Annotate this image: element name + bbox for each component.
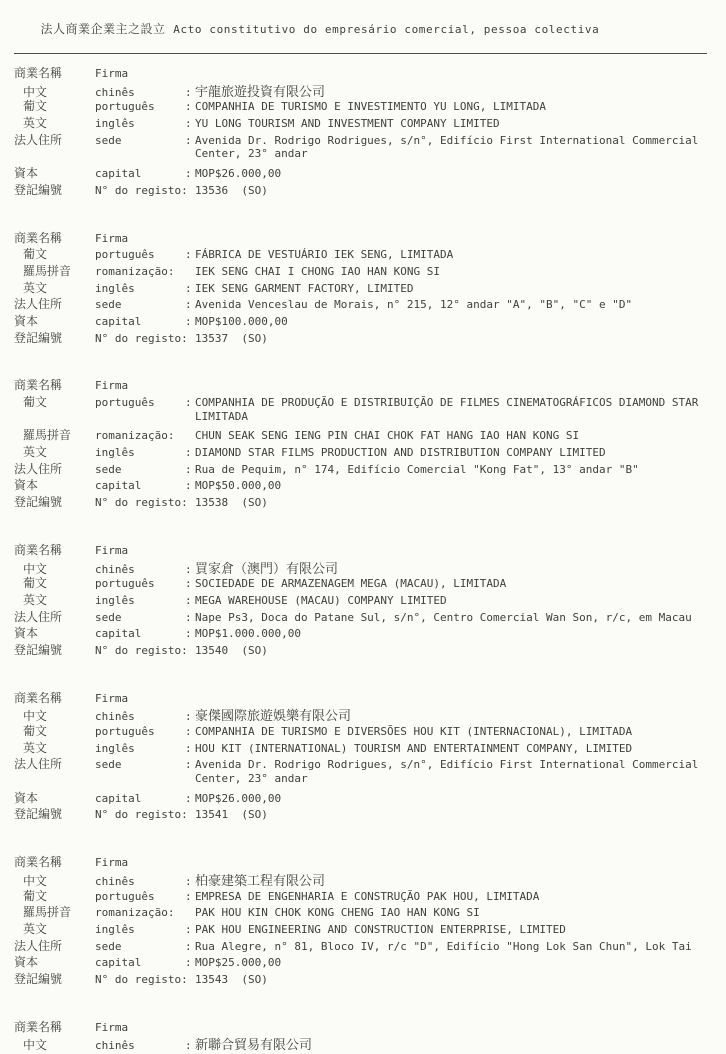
field-label-chinese: 葡文 (23, 395, 48, 409)
field-colon: : (185, 396, 192, 409)
field-row (14, 410, 716, 427)
field-row (14, 131, 716, 148)
field-label-portuguese: Firma (95, 543, 129, 557)
field-row (14, 722, 716, 739)
field-label-chinese: 中文 (23, 1038, 48, 1053)
field-label-portuguese: capital (95, 479, 142, 493)
field-value: Nape Ps3, Doca do Patane Sul, s/n°, Centro Comercial Wan Son, r/c, em Macau (195, 610, 692, 624)
field-row (14, 329, 716, 346)
field-colon: : (185, 100, 192, 114)
field-label-chinese: 登記編號 (14, 182, 63, 197)
field-colon: : (185, 562, 192, 576)
field-label-portuguese: romanização: (95, 429, 175, 443)
field-label-chinese: 資本 (14, 313, 39, 328)
field-label-portuguese: Firma (95, 67, 129, 80)
page-title (14, 7, 707, 54)
field-row (14, 937, 716, 954)
field-label-chinese: 英文 (23, 445, 48, 460)
field-row (14, 887, 716, 904)
field-row (14, 789, 716, 806)
field-label-chinese: 葡文 (23, 888, 48, 903)
page-title-chinese: 法人商業企業主之設立 (40, 22, 174, 36)
field-label-portuguese: sede (95, 462, 122, 476)
field-label-chinese: 法人住所 (14, 938, 63, 953)
field-row (14, 476, 716, 493)
field-colon: : (185, 627, 192, 641)
field-value: COMPANHIA DE PRODUÇÃO E DISTRIBUIÇÃO DE FILMES CINEMATOGRÁFICOS DIAMOND STAR (195, 396, 699, 409)
field-row (14, 870, 716, 887)
field-colon: : (185, 758, 192, 772)
field-row (14, 376, 716, 393)
field-label-chinese: 登記編號 (14, 971, 63, 986)
field-label-chinese: 中文 (23, 709, 48, 724)
field-label-portuguese: inglês (95, 922, 135, 936)
field-row (14, 229, 716, 246)
field-label-chinese: 中文 (23, 561, 48, 576)
field-label-portuguese: N° do registo: (95, 808, 188, 822)
field-row (14, 312, 716, 329)
field-label-portuguese: chinês (95, 710, 135, 724)
field-label-portuguese: N° do registo: (95, 496, 188, 510)
field-colon: : (185, 462, 192, 476)
field-colon: : (185, 610, 192, 624)
field-value: SOCIEDADE DE ARMAZENAGEM MEGA (MACAU), LIMITADA (195, 577, 507, 591)
field-row (14, 1034, 716, 1054)
field-value: Rua de Pequim, n° 174, Edifício Comercial "Kong Fat", 13° andar "B" (195, 462, 639, 476)
field-label-portuguese: português (95, 248, 155, 262)
field-label-chinese: 資本 (14, 790, 39, 805)
field-value: MOP$26.000,00 (195, 167, 282, 181)
field-label-portuguese: capital (95, 627, 142, 641)
field-value: 宇龍旅遊投資有限公司 (195, 84, 326, 100)
page-title-portuguese: Acto constitutivo do empresário comercial, pessoa colectiva (173, 23, 600, 36)
field-label-portuguese: capital (95, 314, 142, 328)
field-value: IEK SENG CHAI I CHONG IAO HAN KONG SI (195, 264, 441, 278)
field-colon: : (185, 791, 192, 805)
field-value: COMPANHIA DE TURISMO E INVESTIMENTO YU LONG, LIMITADA (195, 100, 546, 114)
field-row (14, 97, 716, 114)
field-row (14, 624, 716, 641)
field-label-chinese: 羅馬拼音 (23, 905, 72, 920)
field-value: YU LONG TOURISM AND INVESTMENT COMPANY LIMITED (195, 117, 500, 131)
field-label-portuguese: inglês (95, 117, 135, 131)
field-colon: : (185, 741, 192, 755)
field-row (14, 262, 716, 279)
field-label-chinese: 商業名稱 (14, 230, 63, 245)
field-label-chinese: 法人住所 (14, 609, 63, 624)
field-row (14, 705, 716, 725)
field-value: MEGA WAREHOUSE (MACAU) COMPANY LIMITED (195, 593, 447, 607)
field-label-portuguese: português (95, 725, 155, 738)
field-label-chinese: 資本 (14, 478, 39, 493)
field-value: MOP$1.000.000,00 (195, 627, 301, 641)
field-colon: : (185, 889, 192, 903)
field-label-chinese: 法人住所 (14, 132, 63, 147)
field-label-chinese: 登記編號 (14, 495, 63, 510)
field-label-portuguese: chinês (95, 1039, 135, 1053)
business-registration-entry (14, 376, 716, 510)
field-value: 柏豪建築工程有限公司 (195, 873, 326, 889)
field-colon: : (185, 922, 192, 936)
field-label-portuguese: N° do registo: (95, 331, 188, 345)
field-label-portuguese: Firma (95, 231, 129, 245)
field-row (14, 393, 716, 410)
field-colon: : (185, 577, 192, 591)
field-value: 13543 (SO) (195, 972, 268, 986)
business-registration-entry (14, 541, 716, 658)
field-label-portuguese: português (95, 889, 155, 903)
field-label-chinese: 資本 (14, 955, 39, 970)
field-label-chinese: 資本 (14, 166, 39, 181)
field-label-chinese: 羅馬拼音 (23, 263, 72, 278)
field-label-portuguese: romanização: (95, 264, 175, 278)
field-row (14, 164, 716, 181)
business-registration-entry (14, 64, 716, 198)
field-label-portuguese: capital (95, 167, 142, 181)
field-label-chinese: 商業名稱 (14, 855, 63, 870)
field-label-portuguese: N° do registo: (95, 972, 188, 986)
field-colon: : (185, 281, 192, 295)
field-label-portuguese: inglês (95, 446, 135, 460)
field-label-portuguese: capital (95, 791, 142, 805)
field-label-portuguese: português (95, 396, 155, 409)
field-label-chinese: 商業名稱 (14, 378, 63, 393)
field-row (14, 426, 716, 443)
field-value: Avenida Venceslau de Morais, n° 215, 12° andar "A", "B", "C" e "D" (195, 298, 633, 312)
field-row (14, 920, 716, 937)
field-value: IEK SENG GARMENT FACTORY, LIMITED (195, 281, 414, 295)
field-label-portuguese: sede (95, 939, 122, 953)
field-colon: : (185, 479, 192, 493)
business-registration-entry (14, 229, 716, 346)
field-label-portuguese: sede (95, 758, 122, 772)
field-value: CHUN SEAK SENG IENG PIN CHAI CHOK FAT HANG IAO HAN KONG SI (195, 429, 580, 443)
field-row (14, 541, 716, 558)
field-value: MOP$100.000,00 (195, 314, 288, 328)
field-value: MOP$25.000,00 (195, 956, 282, 970)
entries (14, 64, 716, 1054)
field-label-portuguese: Firma (95, 691, 129, 705)
field-row (14, 689, 716, 706)
business-registration-entry (14, 1018, 716, 1054)
field-row (14, 641, 716, 658)
field-label-chinese: 登記編號 (14, 642, 63, 657)
field-label-portuguese: inglês (95, 281, 135, 295)
field-label-chinese: 登記編號 (14, 330, 63, 345)
field-row (14, 245, 716, 262)
field-colon: : (185, 446, 192, 460)
field-colon: : (185, 1039, 192, 1053)
field-label-chinese: 英文 (23, 740, 48, 755)
business-registration-entry (14, 853, 716, 987)
field-value: 豪傑國際旅遊娛樂有限公司 (195, 709, 352, 725)
field-label-chinese: 英文 (23, 116, 48, 131)
field-label-portuguese: capital (95, 956, 142, 970)
field-label-portuguese: chinês (95, 85, 135, 99)
field-label-portuguese: sede (95, 610, 122, 624)
field-value: MOP$50.000,00 (195, 479, 282, 493)
field-row (14, 114, 716, 131)
field-label-portuguese: português (95, 577, 155, 591)
field-value: 13538 (SO) (195, 496, 268, 510)
field-value: Avenida Dr. Rodrigo Rodrigues, s/n°, Edifício First International Commercial (195, 133, 699, 147)
field-row (14, 81, 716, 98)
field-label-chinese: 英文 (23, 921, 48, 936)
field-value: FÁBRICA DE VESTUÁRIO IEK SENG, LIMITADA (195, 248, 454, 262)
field-colon: : (185, 710, 192, 724)
field-value: PAK HOU ENGINEERING AND CONSTRUCTION ENTERPRISE, LIMITED (195, 922, 566, 936)
field-label-chinese: 葡文 (23, 576, 48, 591)
field-row (14, 953, 716, 970)
field-label-portuguese: sede (95, 133, 122, 147)
field-row (14, 755, 716, 772)
field-row (14, 295, 716, 312)
field-label-portuguese: Firma (95, 856, 129, 870)
field-label-portuguese: inglês (95, 593, 135, 607)
field-label-chinese: 商業名稱 (14, 542, 63, 557)
field-row (14, 739, 716, 756)
field-row (14, 903, 716, 920)
field-row (14, 970, 716, 987)
field-row (14, 772, 716, 789)
field-row (14, 853, 716, 870)
field-value: Rua Alegre, n° 81, Bloco IV, r/c "D", Edifício "Hong Lok San Chun", Lok Tai (195, 939, 692, 953)
field-value: LIMITADA (195, 409, 248, 423)
field-label-chinese: 中文 (23, 84, 48, 99)
field-row (14, 805, 716, 822)
field-row (14, 460, 716, 477)
field-label-chinese: 葡文 (23, 247, 48, 262)
field-value: 新聯合貿易有限公司 (195, 1038, 313, 1054)
field-row (14, 608, 716, 625)
field-label-portuguese: N° do registo: (95, 643, 188, 657)
field-colon: : (185, 314, 192, 328)
field-colon: : (185, 167, 192, 181)
field-label-chinese: 葡文 (23, 724, 48, 738)
field-label-portuguese: português (95, 100, 155, 114)
field-row (14, 574, 716, 591)
field-label-chinese: 法人住所 (14, 757, 63, 772)
field-value: 13540 (SO) (195, 643, 268, 657)
field-label-portuguese: chinês (95, 874, 135, 888)
field-value: EMPRESA DE ENGENHARIA E CONSTRUÇÃO PAK HOU, LIMITADA (195, 889, 540, 903)
field-value: Center, 23° andar (195, 772, 308, 786)
field-value: 13536 (SO) (195, 183, 268, 197)
field-label-chinese: 英文 (23, 592, 48, 607)
field-colon: : (185, 725, 192, 738)
field-colon: : (185, 939, 192, 953)
field-colon: : (185, 298, 192, 312)
field-colon: : (185, 593, 192, 607)
field-row (14, 181, 716, 198)
field-row (14, 443, 716, 460)
field-label-portuguese: romanização: (95, 906, 175, 920)
field-row (14, 591, 716, 608)
field-value: 買家倉（澳門）有限公司 (195, 561, 339, 577)
field-row (14, 558, 716, 575)
field-colon: : (185, 874, 192, 888)
field-label-portuguese: N° do registo: (95, 183, 188, 197)
field-value: PAK HOU KIN CHOK KONG CHENG IAO HAN KONG SI (195, 906, 480, 920)
field-label-chinese: 商業名稱 (14, 66, 63, 80)
field-value: COMPANHIA DE TURISMO E DIVERSÕES HOU KIT (INTERNACIONAL), LIMITADA (195, 725, 633, 738)
field-value: Center, 23° andar (195, 147, 308, 161)
field-value: MOP$26.000,00 (195, 791, 282, 805)
field-row (14, 147, 716, 164)
field-label-chinese: 商業名稱 (14, 690, 63, 705)
field-value: Avenida Dr. Rodrigo Rodrigues, s/n°, Edifício First International Commercial (195, 758, 699, 772)
field-label-portuguese: inglês (95, 741, 135, 755)
business-registration-entry (14, 689, 716, 823)
field-label-chinese: 葡文 (23, 99, 48, 114)
field-label-portuguese: Firma (95, 379, 129, 393)
field-label-chinese: 羅馬拼音 (23, 428, 72, 443)
field-colon: : (185, 248, 192, 262)
field-colon: : (185, 85, 192, 99)
field-label-chinese: 法人住所 (14, 297, 63, 312)
field-value: 13537 (SO) (195, 331, 268, 345)
field-label-chinese: 資本 (14, 626, 39, 641)
field-row (14, 279, 716, 296)
field-value: 13541 (SO) (195, 808, 268, 822)
field-label-chinese: 登記編號 (14, 807, 63, 822)
field-row (14, 1018, 716, 1035)
field-row (14, 493, 716, 510)
field-value: DIAMOND STAR FILMS PRODUCTION AND DISTRIBUTION COMPANY LIMITED (195, 446, 606, 460)
field-colon: : (185, 117, 192, 131)
field-label-portuguese: sede (95, 298, 122, 312)
field-label-portuguese: chinês (95, 562, 135, 576)
field-label-chinese: 英文 (23, 280, 48, 295)
field-colon: : (185, 956, 192, 970)
field-label-portuguese: Firma (95, 1020, 129, 1034)
field-colon: : (185, 133, 192, 147)
field-value: HOU KIT (INTERNATIONAL) TOURISM AND ENTERTAINMENT COMPANY, LIMITED (195, 741, 633, 755)
field-label-chinese: 法人住所 (14, 461, 63, 476)
field-label-chinese: 商業名稱 (14, 1019, 63, 1034)
field-row (14, 64, 716, 81)
field-label-chinese: 中文 (23, 873, 48, 888)
